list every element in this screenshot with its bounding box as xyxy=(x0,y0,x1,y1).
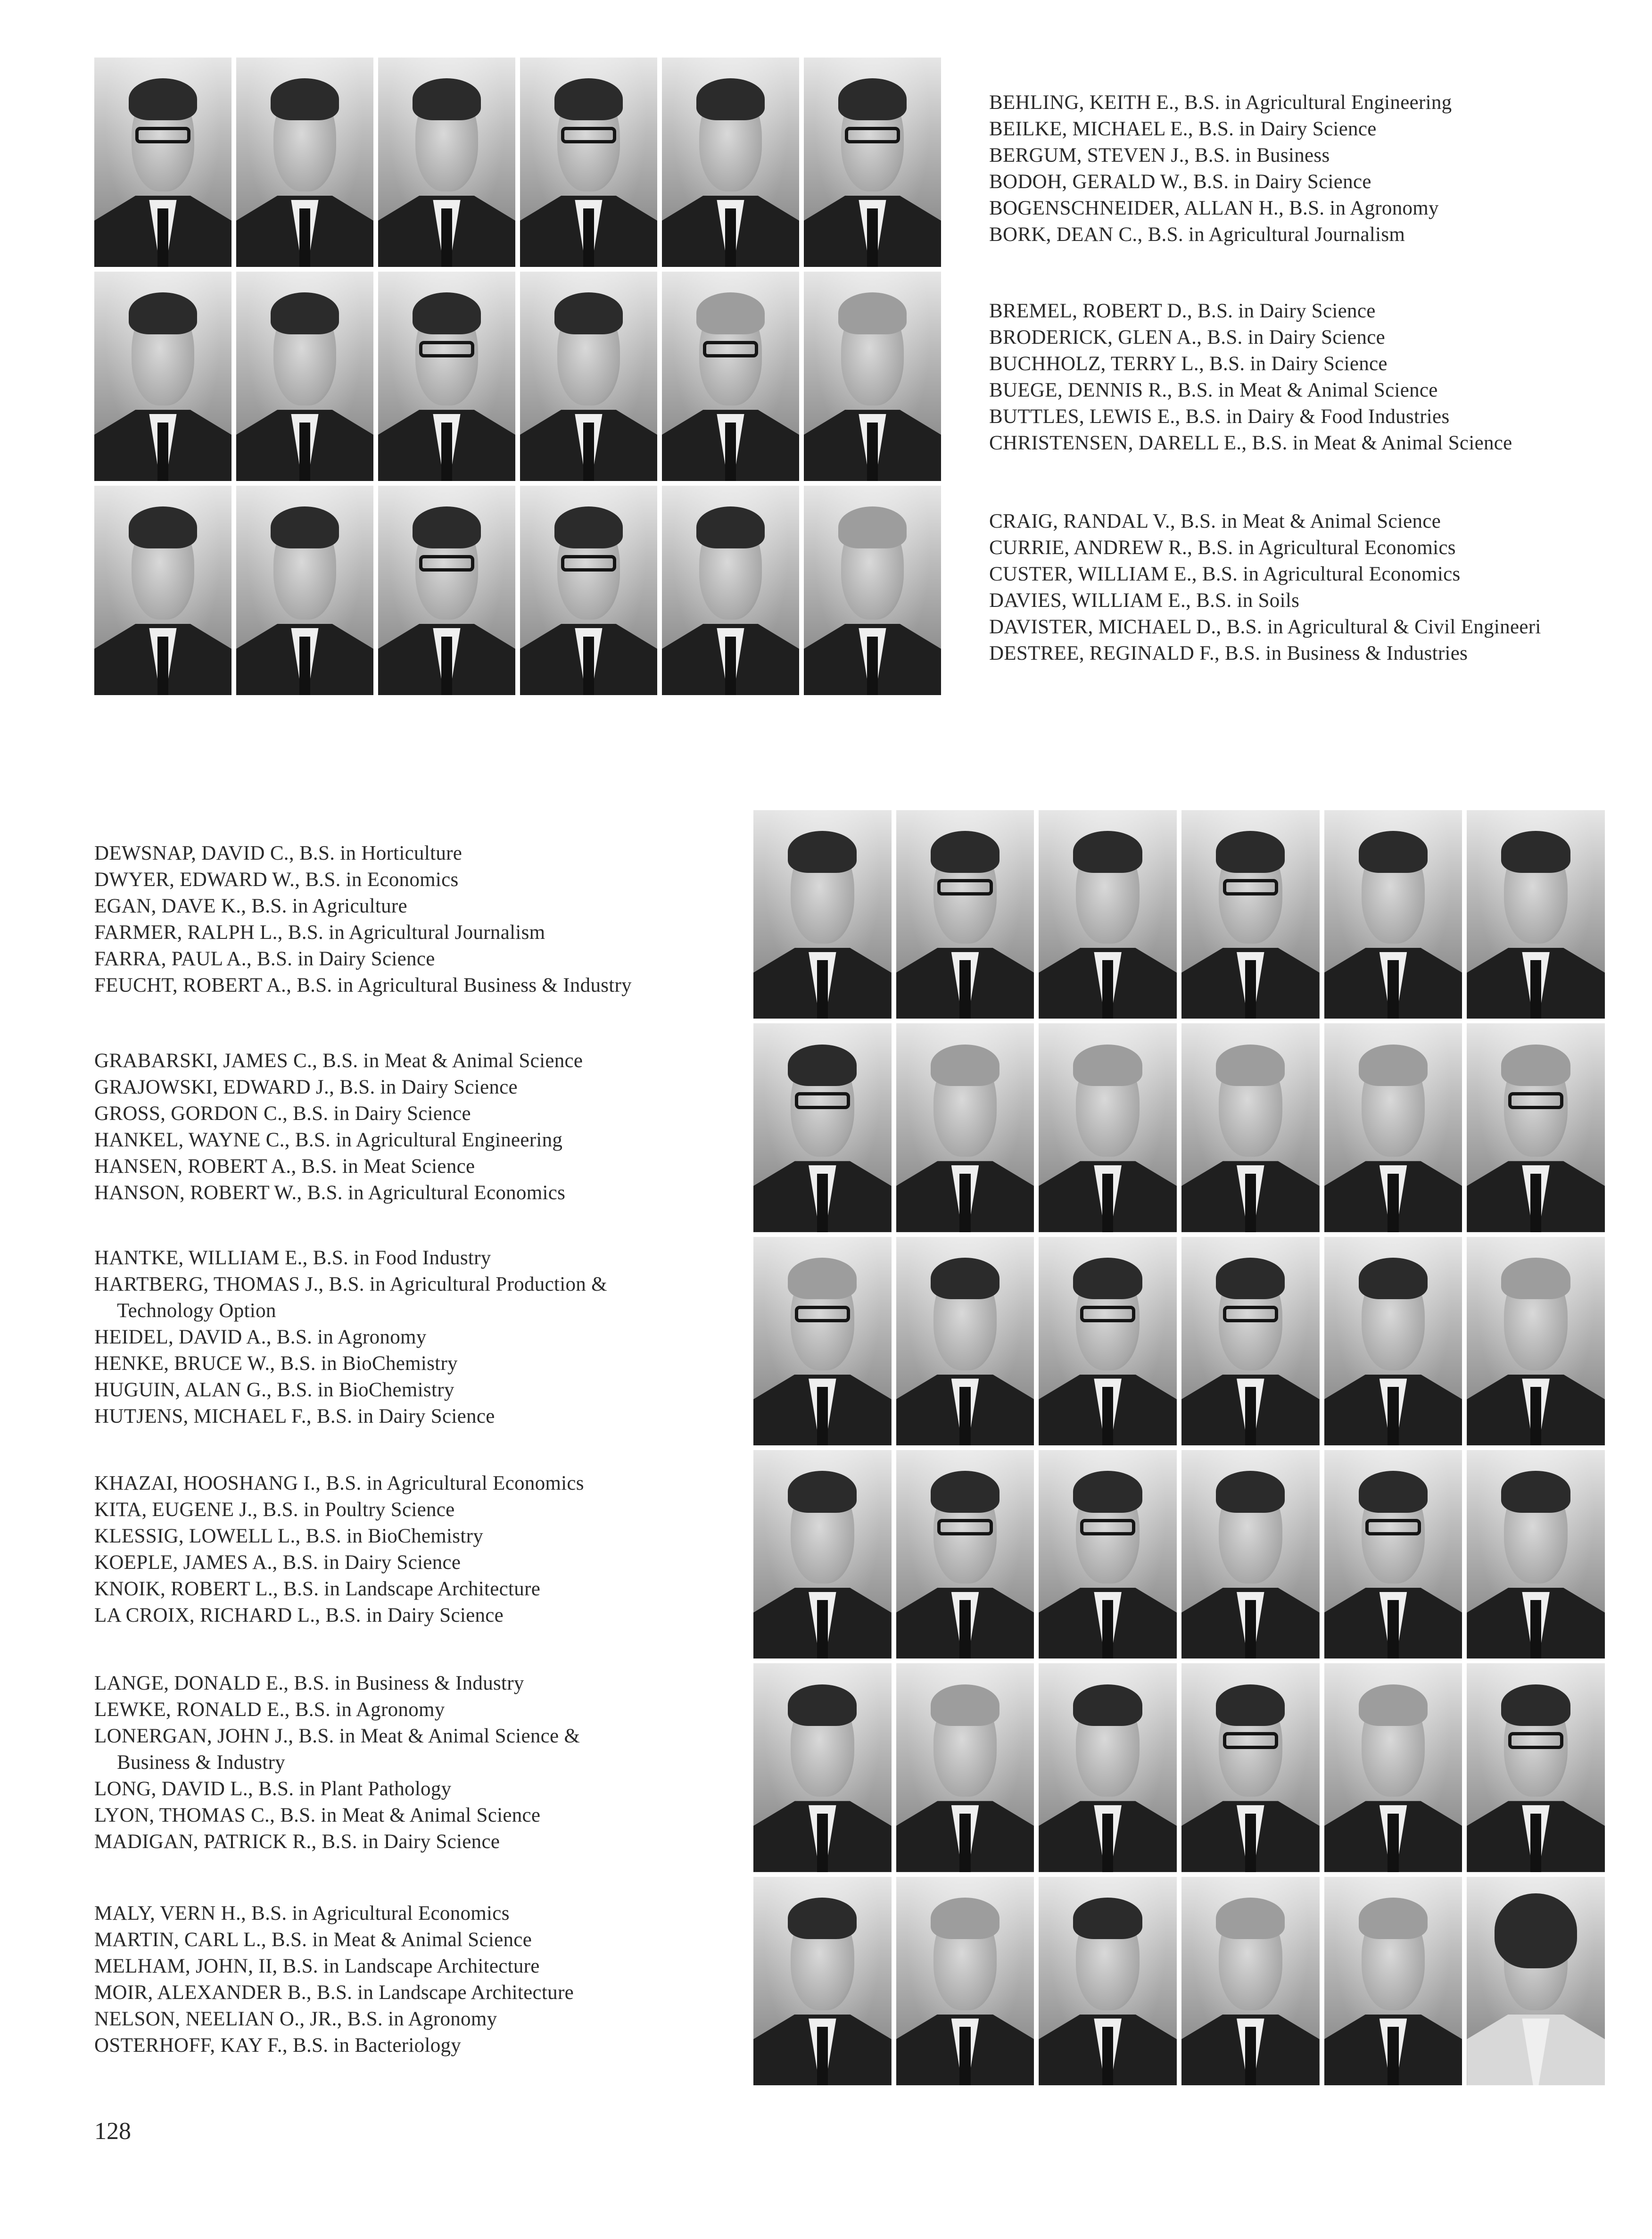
name-entry: MALY, VERN H., B.S. in Agricultural Economics xyxy=(94,1902,510,1924)
portrait-photo xyxy=(1467,1237,1605,1445)
name-entry: EGAN, DAVE K., B.S. in Agriculture xyxy=(94,895,407,917)
portrait-photo xyxy=(1324,1663,1462,1872)
bottom-portrait-grid xyxy=(753,810,1605,2085)
bottom-names-group-3 xyxy=(94,1245,607,1430)
portrait-photo xyxy=(1039,1663,1177,1872)
name-entry: BERGUM, STEVEN J., B.S. in Business xyxy=(989,144,1330,166)
top-names-group-1 xyxy=(989,90,1452,248)
portrait-photo xyxy=(753,1237,892,1445)
name-entry: KLESSIG, LOWELL L., B.S. in BioChemistry xyxy=(94,1525,483,1547)
portrait-photo xyxy=(1039,1450,1177,1659)
name-entry: GRABARSKI, JAMES C., B.S. in Meat & Animal Science xyxy=(94,1050,583,1072)
name-entry: DEWSNAP, DAVID C., B.S. in Horticulture xyxy=(94,842,463,864)
page-number: 128 xyxy=(94,2118,131,2145)
name-entry: MADIGAN, PATRICK R., B.S. in Dairy Science xyxy=(94,1831,500,1853)
portrait-photo xyxy=(378,486,515,695)
portrait-photo xyxy=(1181,810,1320,1019)
portrait-photo xyxy=(1467,1877,1605,2085)
portrait-photo xyxy=(1467,1023,1605,1232)
portrait-photo xyxy=(378,272,515,481)
portrait-photo xyxy=(1324,1237,1462,1445)
name-entry: KHAZAI, HOOSHANG I., B.S. in Agricultural Economics xyxy=(94,1472,584,1494)
name-entry: BEILKE, MICHAEL E., B.S. in Dairy Science xyxy=(989,118,1377,140)
portrait-photo xyxy=(804,272,941,481)
name-entry: KNOIK, ROBERT L., B.S. in Landscape Architecture xyxy=(94,1578,541,1600)
portrait-photo xyxy=(1039,1877,1177,2085)
name-entry: NELSON, NEELIAN O., JR., B.S. in Agronomy xyxy=(94,2008,497,2030)
portrait-photo xyxy=(1467,1663,1605,1872)
name-entry: FARRA, PAUL A., B.S. in Dairy Science xyxy=(94,948,435,970)
name-entry: HANKEL, WAYNE C., B.S. in Agricultural Engineering xyxy=(94,1129,563,1151)
name-entry: DWYER, EDWARD W., B.S. in Economics xyxy=(94,869,459,891)
name-entry: LA CROIX, RICHARD L., B.S. in Dairy Science xyxy=(94,1604,504,1626)
portrait-photo xyxy=(753,1663,892,1872)
bottom-names-group-1 xyxy=(94,840,632,999)
name-entry: MARTIN, CARL L., B.S. in Meat & Animal Science xyxy=(94,1929,532,1951)
portrait-photo xyxy=(753,1023,892,1232)
name-entry: GROSS, GORDON C., B.S. in Dairy Science xyxy=(94,1103,471,1125)
name-entry: HANSEN, ROBERT A., B.S. in Meat Science xyxy=(94,1155,475,1178)
portrait-photo xyxy=(1181,1237,1320,1445)
top-names-group-2 xyxy=(989,298,1512,456)
portrait-photo xyxy=(94,486,231,695)
bottom-names-group-4 xyxy=(94,1470,584,1629)
name-entry-continuation: Technology Option xyxy=(117,1300,276,1322)
portrait-photo xyxy=(896,810,1034,1019)
name-entry: KOEPLE, JAMES A., B.S. in Dairy Science xyxy=(94,1551,461,1574)
portrait-photo xyxy=(896,1663,1034,1872)
name-entry: FARMER, RALPH L., B.S. in Agricultural Journalism xyxy=(94,921,545,944)
portrait-photo xyxy=(1324,1023,1462,1232)
name-entry: BREMEL, ROBERT D., B.S. in Dairy Science xyxy=(989,300,1376,322)
portrait-photo xyxy=(896,1023,1034,1232)
name-entry: KITA, EUGENE J., B.S. in Poultry Science xyxy=(94,1499,455,1521)
name-entry: HEIDEL, DAVID A., B.S. in Agronomy xyxy=(94,1326,427,1348)
portrait-photo xyxy=(1181,1023,1320,1232)
portrait-photo xyxy=(662,272,799,481)
portrait-photo xyxy=(753,1877,892,2085)
portrait-photo xyxy=(1324,810,1462,1019)
bottom-names-group-2 xyxy=(94,1048,583,1206)
portrait-photo xyxy=(236,272,373,481)
name-entry: DESTREE, REGINALD F., B.S. in Business & Industries xyxy=(989,642,1468,664)
portrait-photo xyxy=(804,58,941,267)
name-entry: CHRISTENSEN, DARELL E., B.S. in Meat & Animal Science xyxy=(989,432,1512,454)
portrait-photo xyxy=(753,810,892,1019)
name-entry: BEHLING, KEITH E., B.S. in Agricultural Engineering xyxy=(989,91,1452,114)
bottom-names-group-5 xyxy=(94,1670,580,1855)
portrait-photo xyxy=(1181,1450,1320,1659)
portrait-photo xyxy=(1324,1877,1462,2085)
name-entry: GRAJOWSKI, EDWARD J., B.S. in Dairy Science xyxy=(94,1076,518,1098)
name-entry: FEUCHT, ROBERT A., B.S. in Agricultural Business & Industry xyxy=(94,974,632,996)
portrait-photo xyxy=(1181,1663,1320,1872)
portrait-photo xyxy=(753,1450,892,1659)
name-entry: CUSTER, WILLIAM E., B.S. in Agricultural Economics xyxy=(989,563,1461,585)
portrait-photo xyxy=(1039,1023,1177,1232)
name-entry: LANGE, DONALD E., B.S. in Business & Industry xyxy=(94,1672,524,1694)
name-entry: LYON, THOMAS C., B.S. in Meat & Animal Science xyxy=(94,1804,541,1826)
name-entry: HANTKE, WILLIAM E., B.S. in Food Industry xyxy=(94,1247,491,1269)
name-entry: HARTBERG, THOMAS J., B.S. in Agricultural Production & xyxy=(94,1273,607,1295)
portrait-photo xyxy=(662,486,799,695)
name-entry: LONERGAN, JOHN J., B.S. in Meat & Animal Science & xyxy=(94,1725,580,1747)
name-entry: BORK, DEAN C., B.S. in Agricultural Journalism xyxy=(989,224,1405,246)
portrait-photo xyxy=(896,1450,1034,1659)
portrait-photo xyxy=(1039,1237,1177,1445)
name-entry: BODOH, GERALD W., B.S. in Dairy Science xyxy=(989,171,1371,193)
portrait-photo xyxy=(1324,1450,1462,1659)
portrait-photo xyxy=(94,58,231,267)
name-entry: HUGUIN, ALAN G., B.S. in BioChemistry xyxy=(94,1379,454,1401)
name-entry: DAVIES, WILLIAM E., B.S. in Soils xyxy=(989,589,1300,612)
name-entry: BUTTLES, LEWIS E., B.S. in Dairy & Food Industries xyxy=(989,406,1450,428)
name-entry: DAVISTER, MICHAEL D., B.S. in Agricultural & Civil Engineeri xyxy=(989,616,1541,638)
portrait-photo xyxy=(1181,1877,1320,2085)
portrait-photo xyxy=(1467,1450,1605,1659)
portrait-photo xyxy=(520,486,657,695)
name-entry: BOGENSCHNEIDER, ALLAN H., B.S. in Agronomy xyxy=(989,197,1439,219)
portrait-photo xyxy=(94,272,231,481)
name-entry: LONG, DAVID L., B.S. in Plant Pathology xyxy=(94,1778,452,1800)
portrait-photo xyxy=(896,1237,1034,1445)
name-entry: OSTERHOFF, KAY F., B.S. in Bacteriology xyxy=(94,2034,462,2057)
name-entry: MOIR, ALEXANDER B., B.S. in Landscape Architecture xyxy=(94,1982,574,2004)
name-entry: CURRIE, ANDREW R., B.S. in Agricultural Economics xyxy=(989,537,1456,559)
name-entry: HENKE, BRUCE W., B.S. in BioChemistry xyxy=(94,1352,458,1375)
top-portrait-grid xyxy=(94,58,941,695)
name-entry: BUEGE, DENNIS R., B.S. in Meat & Animal Science xyxy=(989,379,1438,401)
name-entry: LEWKE, RONALD E., B.S. in Agronomy xyxy=(94,1699,445,1721)
name-entry: MELHAM, JOHN, II, B.S. in Landscape Architecture xyxy=(94,1955,540,1977)
bottom-names-group-6 xyxy=(94,1900,574,2059)
top-names-group-3 xyxy=(989,508,1652,667)
portrait-photo xyxy=(662,58,799,267)
portrait-photo xyxy=(520,58,657,267)
name-entry: BRODERICK, GLEN A., B.S. in Dairy Science xyxy=(989,326,1385,348)
portrait-photo xyxy=(378,58,515,267)
name-entry-continuation: Business & Industry xyxy=(117,1751,285,1774)
portrait-photo xyxy=(1467,810,1605,1019)
portrait-photo xyxy=(520,272,657,481)
portrait-photo xyxy=(236,58,373,267)
portrait-photo xyxy=(1039,810,1177,1019)
name-entry: HUTJENS, MICHAEL F., B.S. in Dairy Science xyxy=(94,1405,495,1427)
name-entry: HANSON, ROBERT W., B.S. in Agricultural Economics xyxy=(94,1182,566,1204)
name-entry: CRAIG, RANDAL V., B.S. in Meat & Animal Science xyxy=(989,510,1441,532)
portrait-photo xyxy=(804,486,941,695)
portrait-photo xyxy=(236,486,373,695)
name-entry: BUCHHOLZ, TERRY L., B.S. in Dairy Science xyxy=(989,353,1388,375)
portrait-photo xyxy=(896,1877,1034,2085)
